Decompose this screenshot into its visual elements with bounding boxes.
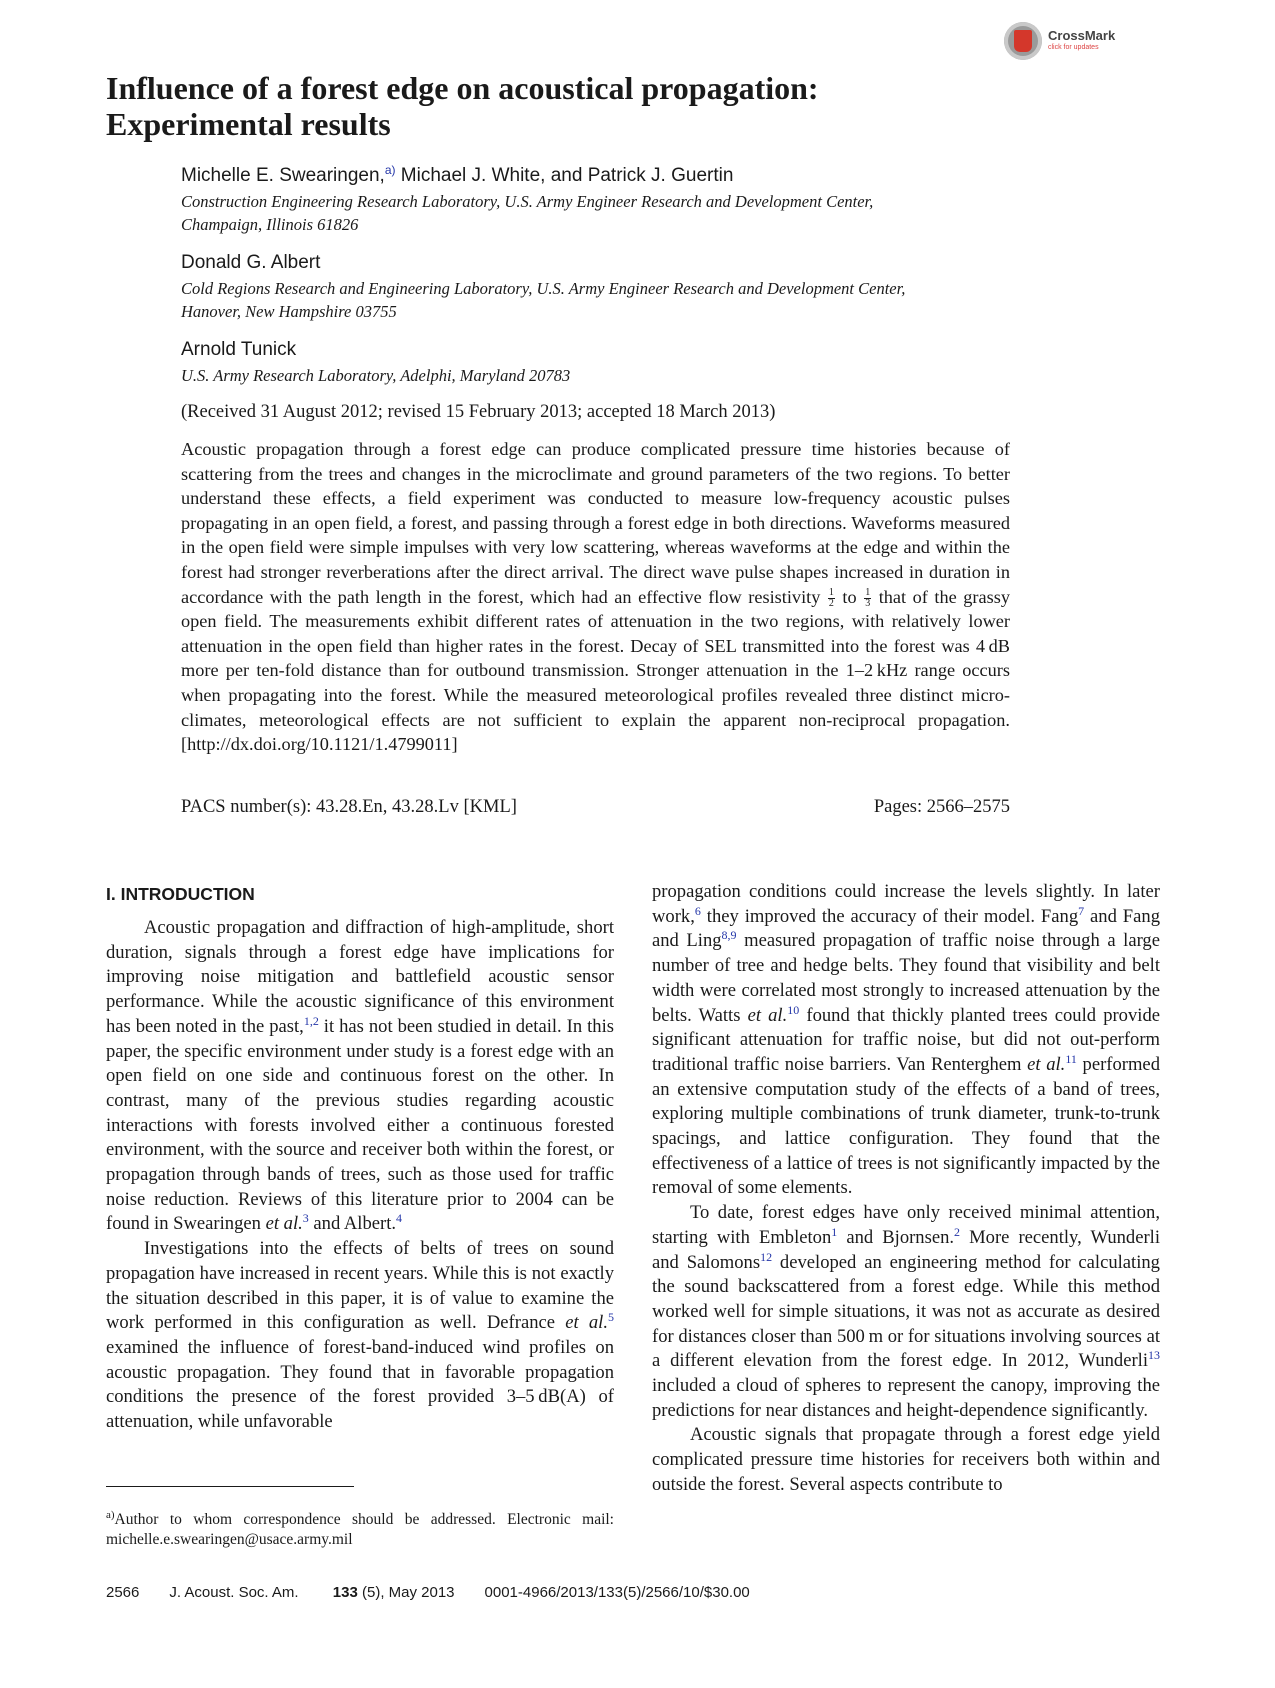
abstract: Acoustic propagation through a forest edge can produce complicated pressure time histories because of scattering from the trees and changes in the microclimate and ground parameters of the two regions. To better understand these effects, a field experiment was conducted to measure low-frequency acoustic pulses propagating in an open field, a forest, and passing through a forest edge in both directions. Waveforms measured in the open field were simple impulses with very low scattering, whereas waveforms at the edge and within the forest had stronger reverberations after the direct arrival. The direct wave pulse shapes increased in duration in accordance with the path length in the forest, which had an effective flow resistivity $\frac{1}{2}$ to $\frac{1}{3}$ that of the grassy open field. The measurements exhibit different rates of attenuation in the two regions, with relatively lower attenuation in the open field than higher rates in the forest. Decay of SEL transmitted into the forest was 4 dB more per ten-fold distance than for outbound transmission. Stronger attenuation in the 1–2 kHz range occurs when propagating into the forest. While the measured meteorological profiles revealed three distinct micro-climates, meteorological effects are not sufficient to explain the apparent non-reciprocal propagation. [http://dx.doi.org/10.1121/1.4799011]	[181, 439, 1010, 755]
author-footnote-link[interactable]: a)	[384, 163, 396, 177]
title-line-1: Influence of a forest edge on acoustical propagation:	[106, 70, 819, 106]
footnote-mark: a)	[106, 1508, 115, 1521]
citation-link[interactable]: 13	[1148, 1348, 1160, 1363]
right-column	[652, 880, 1160, 1498]
paragraph: To date, forest edges have only received minimal attention, starting with Embleton$^1$ and Bjornsen.$^2$ More recently, Wunderli and Salomons$^{12}$ developed an engineering method for calculating the sound backscattered from a forest edge. While this method worked well for simple situations, it was not as accurate as desired for distances closer than 500 m or for situations involving sources at a different elevation from the forest edge. In 2012, Wunderli$^{13}$ included a cloud of spheres to represent the canopy, improving the predictions for near distances and height-dependence significantly.	[652, 1202, 1160, 1421]
section-heading: I. INTRODUCTION	[106, 884, 255, 904]
citation-link[interactable]: 7	[1078, 903, 1085, 918]
author-names: Arnold Tunick	[181, 339, 297, 360]
page-number: 2566	[106, 1584, 140, 1601]
paper-title	[106, 70, 1056, 142]
citation-link[interactable]: 3	[302, 1211, 309, 1226]
citation-link[interactable]: 4	[396, 1211, 403, 1226]
article-code: 0001-4966/2013/133(5)/2566/10/$30.00	[484, 1584, 750, 1601]
citation-link[interactable]: 1,2	[303, 1013, 319, 1028]
footnote	[106, 1510, 614, 1550]
pacs-line	[181, 797, 1010, 818]
author-block-1	[181, 165, 1031, 236]
crossmark-sub: click for updates	[1048, 44, 1099, 51]
paragraph: Acoustic signals that propagate through a forest edge yield complicated pressure time histories for receivers both within and outside the forest. Several aspects contribute to	[652, 1424, 1160, 1495]
journal-citation: J. Acoust. Soc. Am. 133 (5), May 2013	[169, 1584, 455, 1601]
author-names: Michelle E. Swearingen,$^{a)}$ Michael J. White, and Patrick J. Guertin	[181, 163, 734, 186]
author-block-3	[181, 339, 1031, 387]
citation-link[interactable]: 12	[760, 1249, 773, 1264]
citation-link[interactable]: 10	[787, 1002, 800, 1017]
paragraph: Investigations into the effects of belts of trees on sound propagation have increased in recent years. While this is not exactly the situation described in this paper, it is of value to examine the work performed in this configuration as well. Defrance et al.$^5$ examined the influence of forest-band-induced wind profiles on acoustic propagation. They found that in favorable propagation conditions the presence of the forest provided 3–5 dB(A) of attenuation, while unfavorable	[106, 1238, 614, 1433]
affiliation: Cold Regions Research and Engineering Laboratory, U.S. Army Engineer Research and Development Center, Hanover, New Hampshire 03755	[181, 279, 906, 321]
citation-link[interactable]: 2	[954, 1224, 961, 1239]
citation-link[interactable]: 6	[694, 903, 701, 918]
pacs-numbers: PACS number(s): 43.28.En, 43.28.Lv [KML]	[181, 797, 517, 817]
affiliation: U.S. Army Research Laboratory, Adelphi, Maryland 20783	[181, 366, 571, 385]
paragraph: propagation conditions could increase the levels slightly. In later work,$^6$ they improved the accuracy of their model. Fang$^7$ and Fang and Ling$^{8,9}$ measured propagation of traffic noise through a large number of tree and hedge belts. They found that visibility and belt width were correlated most strongly to increased attenuation by the belts. Watts et al.$^{10}$ found that thickly planted trees could provide significant attenuation for traffic noise, but did not out-perform traditional traffic noise barriers. Van Renterghem et al.$^{11}$ performed an extensive computation study of the effects of a band of trees, exploring multiple combinations of trunk diameter, trunk-to-trunk spacings, and lattice configuration. They found that the effectiveness of a lattice of trees is not significantly impacted by the removal of some elements.	[652, 881, 1160, 1199]
citation-link[interactable]: 1	[831, 1224, 838, 1239]
affiliation: Construction Engineering Research Laboratory, U.S. Army Engineer Research and Development Center, Champaign, Illinois 61826	[181, 192, 874, 234]
author-names: Donald G. Albert	[181, 252, 321, 273]
footnote-text: Author to whom correspondence should be addressed. Electronic mail: michelle.e.swearingen@usace.army.mil	[106, 1511, 614, 1548]
crossmark-label: CrossMark	[1048, 28, 1116, 43]
received-dates: (Received 31 August 2012; revised 15 February 2013; accepted 18 March 2013)	[181, 402, 776, 422]
crossmark-badge[interactable]	[1004, 22, 1114, 62]
paragraph: Acoustic propagation and diffraction of high-amplitude, short duration, signals through a forest edge have implications for improving noise mitigation and battlefield acoustic sensor performance. While the acoustic significance of this environment has been noted in the past,$^{1,2}$ it has not been studied in detail. In this paper, the specific environment under study is a forest edge with an open field on one side and continuous forest on the other. In contrast, many of the previous studies regarding acoustic interactions with forests involved either a continuous forested environment, with the source and receiver both within the forest, or propagation through bands of trees, such as those used for traffic noise reduction. Reviews of this literature prior to 2004 can be found in Swearingen et al.$^3$ and Albert.$^4$	[106, 917, 614, 1235]
author-block-2	[181, 252, 1031, 323]
page-range: Pages: 2566–2575	[873, 797, 1010, 817]
crossmark-icon	[1004, 22, 1042, 60]
citation-link[interactable]: 5	[608, 1310, 614, 1325]
fraction-one-third: $\frac{1}{3}$	[865, 586, 871, 609]
footnote-divider	[106, 1486, 354, 1487]
title-line-2: Experimental results	[106, 106, 391, 142]
citation-link[interactable]: 11	[1065, 1051, 1077, 1066]
left-column	[106, 880, 614, 1435]
citation-link[interactable]: 8,9	[721, 928, 737, 943]
fraction-one-half: $\frac{1}{2}$	[828, 586, 834, 609]
page-footer	[106, 1584, 780, 1601]
